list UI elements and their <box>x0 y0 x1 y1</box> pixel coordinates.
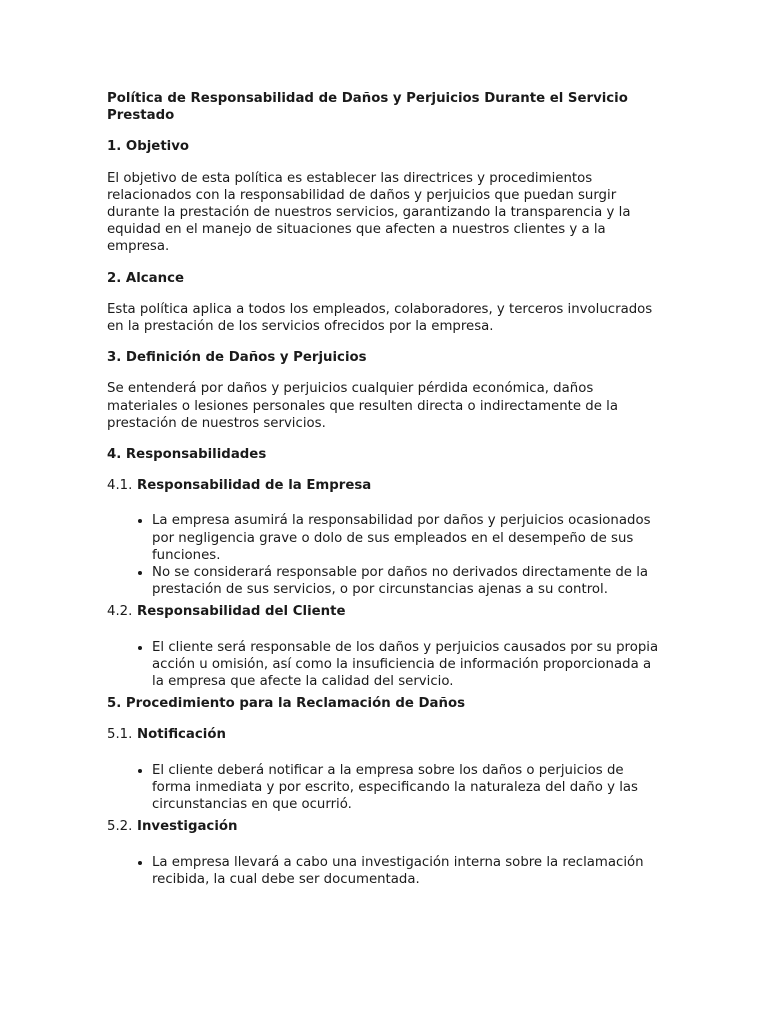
list-item: • La empresa llevará a cabo una investigación interna sobre la reclamación recibida, la cual debe ser documentada. <box>152 854 659 888</box>
subsection-number: 4.2. <box>107 604 133 620</box>
list-item: • La empresa asumirá la responsabilidad por daños y perjuicios ocasionados por negligencia grave o dolo de sus empleados en el desempeño de sus funciones. <box>152 512 659 564</box>
list-item: • El cliente será responsable de los daños y perjuicios causados por su propia acción u omisión, así como la insuficiencia de información proporcionada a la empresa que afecte la calidad del servicio. <box>152 639 659 691</box>
section-paragraph-alcance: Esta política aplica a todos los empleados, colaboradores, y terceros involucrados en la prestación de los servicios ofrecidos por la empresa. <box>107 301 653 335</box>
subsection-heading-investigacion <box>107 818 659 835</box>
document-title: Política de Responsabilidad de Daños y Perjuicios Durante el Servicio Prestado <box>107 91 628 124</box>
subsection-title: Investigación <box>137 819 238 835</box>
subsection-number: 5.2. <box>107 819 133 835</box>
subsection-title: Responsabilidad del Cliente <box>137 604 346 620</box>
section-heading-procedimiento: 5. Procedimiento para la Reclamación de Daños <box>107 696 466 712</box>
subsection-heading-cliente <box>107 603 659 620</box>
bullet-list <box>107 762 659 814</box>
subsection-number: 5.1. <box>107 727 133 743</box>
subsection-title: Notificación <box>137 727 226 743</box>
bullet-list <box>107 854 659 888</box>
list-item: • No se considerará responsable por daños no derivados directamente de la prestación de sus servicios, o por circunstancias ajenas a su control. <box>152 564 659 598</box>
section-paragraph-objetivo: El objetivo de esta política es establecer las directrices y procedimientos relacionados con la responsabilidad de daños y perjuicios que puedan surgir durante la prestación de nuestros servicios, garantizando la transparencia y la equidad en el manejo de situaciones que afecten a nuestros clientes y a la empresa. <box>107 170 631 255</box>
section-heading-objetivo: 1. Objetivo <box>107 139 190 155</box>
subsection-title: Responsabilidad de la Empresa <box>137 478 372 494</box>
section-heading-definicion: 3. Definición de Daños y Perjuicios <box>107 350 367 366</box>
subsection-heading-notificacion <box>107 726 659 743</box>
section-paragraph-definicion: Se entenderá por daños y perjuicios cualquier pérdida económica, daños materiales o lesiones personales que resulten directa o indirectamente de la prestación de nuestros servicios. <box>107 381 618 431</box>
section-heading-alcance: 2. Alcance <box>107 270 185 286</box>
section-heading-responsabilidades: 4. Responsabilidades <box>107 447 267 463</box>
subsection-heading-empresa <box>107 477 659 494</box>
bullet-list <box>107 639 659 691</box>
bullet-list <box>107 512 659 598</box>
list-item: • El cliente deberá notificar a la empresa sobre los daños o perjuicios de forma inmediata y por escrito, especificando la naturaleza del daño y las circunstancias en que ocurrió. <box>152 762 659 814</box>
subsection-number: 4.1. <box>107 478 133 494</box>
document-body <box>107 90 659 893</box>
